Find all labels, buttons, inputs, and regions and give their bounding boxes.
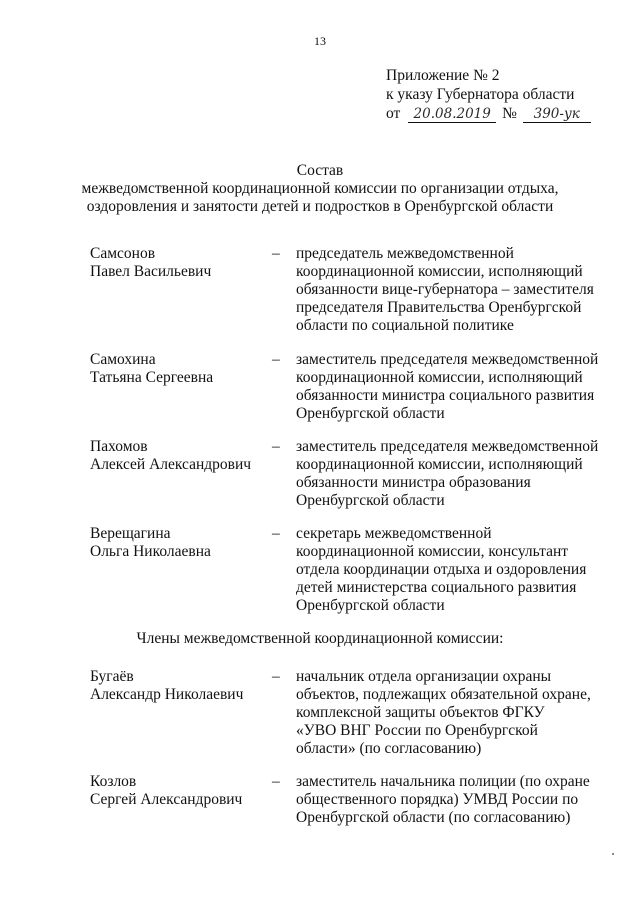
member-role: председатель межведомственной координационной комиссии, исполняющий обязанности вице-губернатора – заместителя председателя Правительства Оренбургской области по социальной политике [296,245,594,334]
member-surname: Козлов [90,773,137,790]
appendix-title: Приложение № 2 [386,67,500,84]
appendix-subtitle: к указу Губернатора области [386,86,575,103]
document-subtitle-line2: оздоровления и занятости детей и подростков в Оренбургской области [86,198,554,215]
member-given-name: Ольга Николаевна [90,543,211,560]
decree-date: 20.08.2019 [408,106,496,123]
member-role: секретарь межведомственной координационной комиссии, консультант отдела координации отдыха и оздоровления детей министерства социального развития Оренбургской области [296,525,587,614]
member-surname: Верещагина [90,525,171,542]
separator-dash: – [272,245,280,262]
member-given-name: Александр Николаевич [90,686,244,703]
separator-dash: – [272,438,280,455]
member-role: заместитель начальника полиции (по охране общественного порядка) УМВД России по Оренбургской области (по согласованию) [296,773,590,826]
separator-dash: – [272,668,280,685]
appendix-reference [386,105,591,123]
member-given-name: Павел Васильевич [90,263,212,280]
scan-speck [612,853,614,855]
member-given-name: Татьяна Сергеевна [90,369,214,386]
separator-dash: – [272,351,280,368]
member-surname: Самохина [90,351,156,368]
member-surname: Бугаёв [90,668,134,685]
separator-dash: – [272,525,280,542]
separator-dash: – [272,773,280,790]
member-given-name: Алексей Александрович [90,456,252,473]
from-label: от [386,105,401,122]
number-label: № [502,105,517,122]
member-role: заместитель председателя межведомственной координационной комиссии, исполняющий обязанности министра социального развития Оренбургской области [296,351,599,422]
member-surname: Пахомов [90,438,148,455]
decree-number: 390-ук [523,106,591,123]
document-subtitle-line1: межведомственной координационной комиссии по организации отдыха, [81,180,559,197]
members-heading: Члены межведомственной координационной комиссии: [136,630,504,647]
member-surname: Самсонов [90,245,156,262]
page-number: 13 [314,34,326,48]
member-given-name: Сергей Александрович [90,791,243,808]
document-title: Состав [296,162,344,179]
member-role: начальник отдела организации охраны объектов, подлежащих обязательной охране, комплексной защиты объектов ФГКУ «УВО ВНГ России по Оренбургской области» (по согласованию) [296,668,591,757]
member-role: заместитель председателя межведомственной координационной комиссии, исполняющий обязанности министра образования Оренбургской области [296,438,599,509]
